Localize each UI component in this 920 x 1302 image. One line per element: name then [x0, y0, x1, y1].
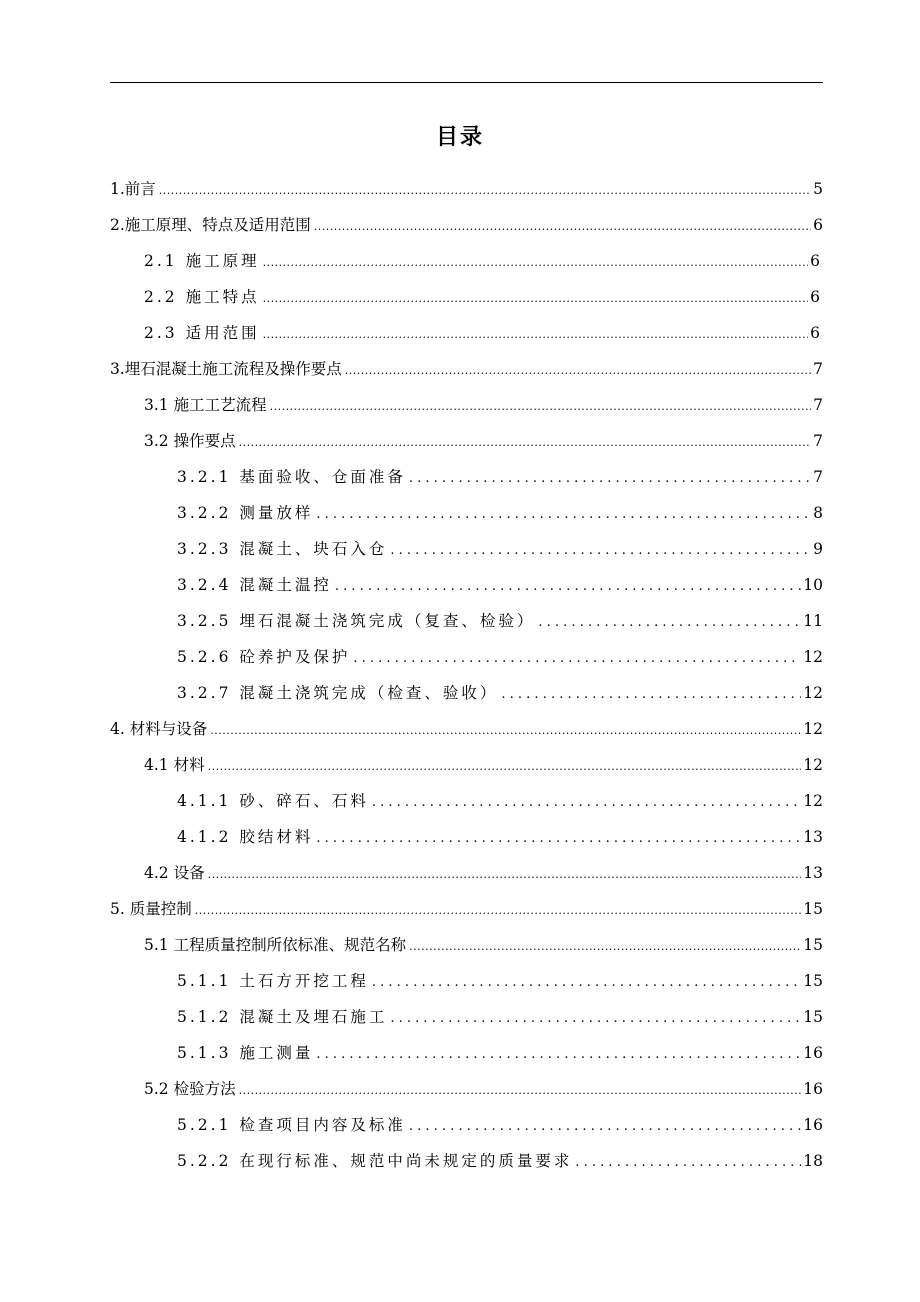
toc-entry-page: 16: [803, 1116, 823, 1134]
toc-entry-page: 7: [813, 432, 823, 450]
toc-dot-leader: [195, 900, 802, 918]
toc-entry-label: 3.1 施工工艺流程: [144, 396, 267, 414]
toc-dot-leader: [314, 216, 811, 234]
toc-dot-leader: [263, 324, 809, 342]
toc-entry-page: 9: [813, 540, 823, 558]
toc-entry-label: 3.2.3 混凝土、块石入仓: [177, 540, 388, 558]
toc-entry-label: 3.2.1 基面验收、仓面准备: [177, 468, 406, 486]
toc-dot-leader: [159, 180, 811, 198]
toc-dot-leader: [316, 504, 811, 522]
toc-entry-page: 18: [803, 1152, 823, 1170]
toc-dot-leader: [372, 972, 801, 990]
toc-entry-label: 3.埋石混凝土施工流程及操作要点: [110, 360, 342, 378]
toc-entry[interactable]: [144, 321, 823, 345]
toc-dot-leader: [263, 252, 809, 270]
toc-entry[interactable]: [177, 969, 823, 993]
toc-entry-page: 7: [813, 396, 823, 414]
toc-entry[interactable]: [177, 609, 823, 633]
toc-entry-page: 6: [813, 216, 823, 234]
toc-entry-label: 5.1 工程质量控制所依标准、规范名称: [144, 936, 407, 954]
toc-entry[interactable]: [144, 429, 823, 453]
toc-entry-label: 5.2.2 在现行标准、规范中尚未规定的质量要求: [177, 1152, 573, 1170]
toc-dot-leader: [316, 1044, 801, 1062]
toc-entry-label: 5.1.3 施工测量: [177, 1044, 314, 1062]
toc-entry-label: 2.施工原理、特点及适用范围: [110, 216, 311, 234]
toc-dot-leader: [270, 396, 812, 414]
toc-dot-leader: [210, 720, 801, 738]
toc-entry-page: 13: [803, 864, 823, 882]
toc-dot-leader: [409, 1116, 801, 1134]
toc-entry[interactable]: [177, 1149, 823, 1173]
toc-entry[interactable]: [177, 1113, 823, 1137]
toc-entry-page: 6: [810, 324, 823, 342]
toc-entry-page: 16: [803, 1044, 823, 1062]
toc-entry-label: 5.2.1 检查项目内容及标准: [177, 1116, 406, 1134]
toc-entry-label: 2.3 适用范围: [144, 324, 260, 342]
toc-entry-label: 4. 材料与设备: [110, 720, 208, 738]
toc-entry-label: 4.2 设备: [144, 864, 205, 882]
toc-dot-leader: [501, 684, 801, 702]
toc-entry[interactable]: [177, 825, 823, 849]
toc-entry-page: 5: [813, 180, 823, 198]
toc-dot-leader: [409, 468, 811, 486]
toc-entry-label: 5. 质量控制: [110, 900, 192, 918]
toc-entry-page: 12: [803, 792, 823, 810]
toc-entry-label: 5.2.6 砼养护及保护: [177, 648, 351, 666]
toc-entry-label: 3.2.4 混凝土温控: [177, 576, 332, 594]
toc-dot-leader: [316, 828, 801, 846]
toc-entry[interactable]: [144, 1077, 823, 1101]
page-title: 目录: [435, 125, 484, 150]
toc-dot-leader: [353, 648, 801, 666]
toc-entry[interactable]: [110, 897, 823, 921]
toc-dot-leader: [390, 540, 811, 558]
toc-entry-page: 7: [813, 360, 823, 378]
toc-entry-label: 4.1 材料: [144, 756, 205, 774]
toc-entry-page: 12: [803, 756, 823, 774]
toc-entry[interactable]: [177, 537, 823, 561]
toc-entry[interactable]: [144, 861, 823, 885]
toc-dot-leader: [390, 1008, 801, 1026]
toc-entry-label: 3.2.7 混凝土浇筑完成（检查、验收）: [177, 684, 499, 702]
toc-dot-leader: [239, 1080, 802, 1098]
toc-entry[interactable]: [177, 1041, 823, 1065]
toc-dot-leader: [263, 288, 809, 306]
toc-entry-page: 12: [803, 720, 823, 738]
toc-entry[interactable]: [177, 789, 823, 813]
toc-dot-leader: [538, 612, 801, 630]
toc-entry[interactable]: [177, 465, 823, 489]
toc-entry[interactable]: [144, 285, 823, 309]
toc-dot-leader: [345, 360, 811, 378]
toc-entry-label: 4.1.2 胶结材料: [177, 828, 314, 846]
toc-entry[interactable]: [144, 393, 823, 417]
toc-entry-page: 15: [803, 1008, 823, 1026]
toc-entry-label: 5.1.1 土石方开挖工程: [177, 972, 369, 990]
toc-entry-page: 15: [803, 936, 823, 954]
toc-dot-leader: [208, 756, 802, 774]
toc-entry-page: 8: [813, 504, 823, 522]
toc-entry-page: 12: [803, 648, 823, 666]
toc-entry-page: 10: [803, 576, 823, 594]
toc-entry-page: 6: [810, 288, 823, 306]
toc-entry[interactable]: [177, 501, 823, 525]
toc-entry-label: 5.2 检验方法: [144, 1080, 236, 1098]
toc-entry-label: 3.2 操作要点: [144, 432, 236, 450]
toc-entry[interactable]: [177, 1005, 823, 1029]
toc-entry-label: 3.2.2 测量放样: [177, 504, 314, 522]
toc-entry[interactable]: [144, 249, 823, 273]
toc-entry-label: 5.1.2 混凝土及埋石施工: [177, 1008, 388, 1026]
toc-entry-page: 16: [803, 1080, 823, 1098]
toc-entry[interactable]: [177, 573, 823, 597]
toc-dot-leader: [372, 792, 801, 810]
toc-dot-leader: [335, 576, 801, 594]
toc-entry-page: 6: [810, 252, 823, 270]
toc-dot-leader: [208, 864, 802, 882]
toc-entry-page: 11: [803, 612, 823, 630]
toc-entry-label: 2.1 施工原理: [144, 252, 260, 270]
toc-entry[interactable]: [144, 753, 823, 777]
toc-entry[interactable]: [177, 645, 823, 669]
toc-entry-label: 4.1.1 砂、碎石、石料: [177, 792, 369, 810]
toc-entry[interactable]: [110, 213, 823, 237]
toc-entry[interactable]: [110, 717, 823, 741]
toc-entry-page: 15: [803, 900, 823, 918]
toc-entry-page: 12: [803, 684, 823, 702]
toc-dot-leader: [239, 432, 812, 450]
toc-entry[interactable]: [177, 681, 823, 705]
header-rule: [110, 82, 823, 83]
toc-entry-label: 2.2 施工特点: [144, 288, 260, 306]
toc-dot-leader: [575, 1152, 801, 1170]
toc-entry-page: 7: [813, 468, 823, 486]
toc-entry-label: 3.2.5 埋石混凝土浇筑完成（复查、检验）: [177, 612, 536, 630]
toc-entry[interactable]: [110, 177, 823, 201]
toc-entry[interactable]: [144, 933, 823, 957]
toc-entry-label: 1.前言: [110, 180, 156, 198]
toc-entry-page: 13: [803, 828, 823, 846]
toc-entry-page: 15: [803, 972, 823, 990]
toc-dot-leader: [409, 936, 801, 954]
toc-entry[interactable]: [110, 357, 823, 381]
